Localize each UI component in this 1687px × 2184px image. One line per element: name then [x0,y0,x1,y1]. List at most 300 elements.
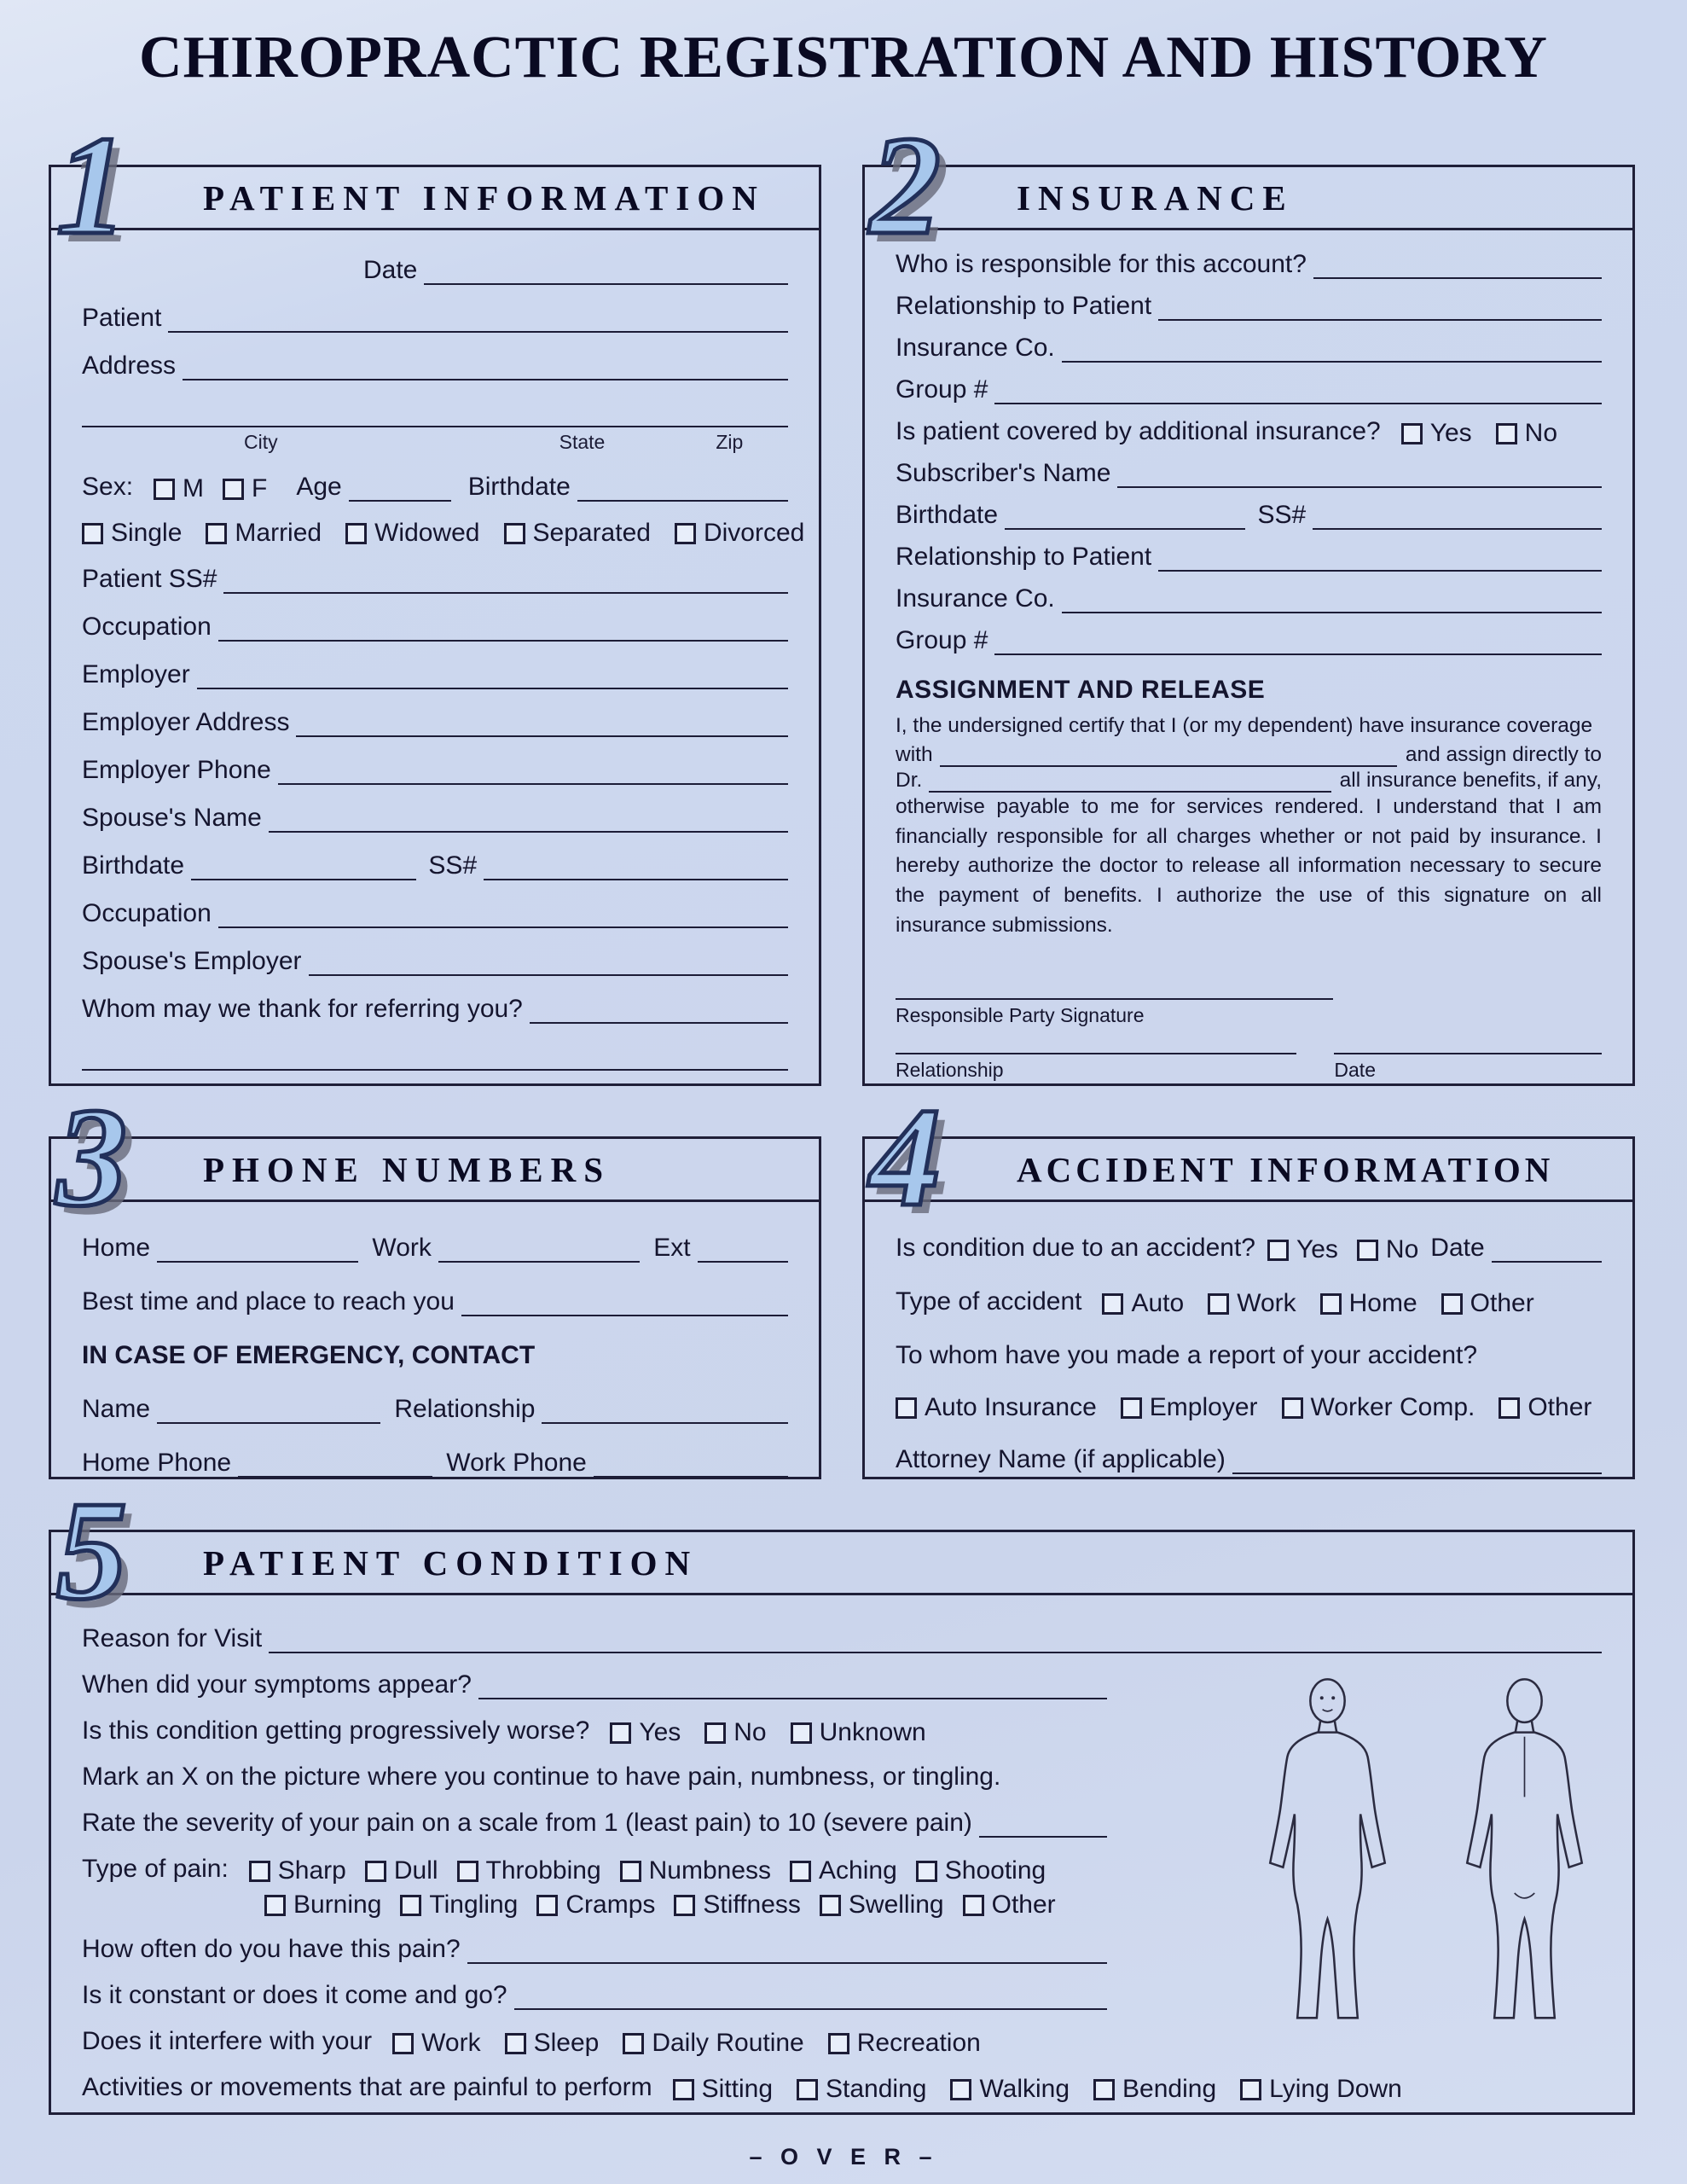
body-diagram-back[interactable] [1446,1657,1603,2066]
checkbox-label: Stiffness [703,1891,801,1919]
row-address-2 [82,399,788,427]
checkbox-option-lying-down[interactable] [1240,2077,1402,2102]
additional-insurance-label: Is patient covered by additional insurance? [896,417,1381,445]
due-accident-label: Is condition due to an accident? [896,1234,1255,1262]
row-report-options [896,1395,1602,1420]
checkbox[interactable] [206,523,227,544]
home-phone-input-line[interactable] [157,1234,358,1263]
row-employer-phone [82,756,788,785]
patient-label: Patient [82,304,162,332]
release-text-2: and assign directly to [1405,742,1602,766]
release-with-label: with [896,742,933,766]
checkbox-option-single[interactable] [82,520,182,546]
checkbox[interactable] [365,1861,386,1882]
section-patient-condition [49,1472,1635,2115]
ins-birthdate-label: Birthdate [896,501,999,529]
referral-label: Whom may we thank for referring you? [82,995,523,1023]
pain-type-label: Type of pain: [82,1855,229,1883]
checkbox-option-daily-routine[interactable] [623,2030,803,2056]
row-referral-2 [82,1043,788,1071]
checkbox-label: M [183,474,205,502]
emergency-contact-heading: IN CASE OF EMERGENCY, CONTACT [82,1341,536,1369]
checkbox-label: Worker Comp. [1310,1393,1475,1421]
checkbox[interactable] [623,2033,644,2054]
checkbox-option-aching[interactable] [790,1858,897,1884]
row-group-2 [896,626,1602,655]
report-checkbox-group [896,1395,1591,1420]
emergency-work-phone-input-line[interactable] [594,1449,788,1478]
age-label: Age [296,473,342,501]
checkbox-option-throbbing[interactable] [457,1858,601,1884]
age-input-line[interactable] [349,473,451,502]
row-emergency-name [82,1395,788,1424]
checkbox-option-tingling[interactable] [400,1892,518,1918]
checkbox[interactable] [1401,423,1423,444]
spouse-birthdate-input-line[interactable] [191,852,416,880]
checkbox[interactable] [828,2033,849,2054]
ins-ss-input-line[interactable] [1313,502,1602,530]
release-text-1: I, the undersigned certify that I (or my dependent) have insurance coverage [896,714,1593,737]
section2-title: INSURANCE [1017,177,1294,218]
employer-input-line[interactable] [197,661,788,689]
checkbox[interactable] [950,2079,971,2100]
row-insurance-co-2 [896,584,1602,613]
date-input-line[interactable] [424,257,788,285]
zip-label: Zip [716,431,744,453]
checkbox[interactable] [249,1861,270,1882]
row-marital-status [82,519,805,547]
symptoms-input-line[interactable] [478,1671,1107,1699]
row-activities [82,2073,1602,2102]
checkbox[interactable] [1496,423,1517,444]
checkbox-label: Other [991,1891,1056,1919]
insurance-co2-input-line[interactable] [1062,585,1602,613]
group-label: Group # [896,375,988,404]
section5-header [51,1472,1632,1629]
row-how-often [82,1935,1107,1964]
checkbox-option-numbness[interactable] [620,1858,771,1884]
checkbox-label: Walking [979,2075,1070,2103]
address-input-line[interactable] [183,352,788,380]
patient-ss-label: Patient SS# [82,565,217,593]
home-label: Home [82,1234,151,1262]
checkbox-option-no[interactable] [1496,421,1557,446]
checkbox-option-widowed[interactable] [345,520,479,546]
checkbox-label: Yes [639,1718,681,1746]
section4-header [865,1078,1632,1235]
checkbox-option-worker-comp-[interactable] [1282,1395,1475,1420]
section4-body [865,1202,1632,1474]
row-occupation [82,613,788,642]
state-label: State [559,431,606,453]
attorney-input-line[interactable] [1232,1446,1602,1474]
checkbox-label: Auto [1131,1289,1185,1317]
checkbox-label: Divorced [703,519,805,547]
row-subscriber [896,459,1602,488]
row-relationship [896,292,1602,321]
checkbox[interactable] [154,479,175,500]
checkbox-label: Bending [1122,2075,1217,2103]
section4-number: 4 [870,1078,941,1235]
checkbox-option-unknown[interactable] [791,1720,926,1745]
accident-report-label: To whom have you made a report of your accident? [896,1341,1478,1369]
row-phones [82,1234,788,1263]
relationship-signature-col [896,1053,1296,1082]
occupation-label: Occupation [82,613,212,641]
body-diagram-front[interactable] [1249,1657,1406,2066]
pain-type-checkbox-group-2 [264,1892,1056,1918]
checkbox[interactable] [620,1861,641,1882]
checkbox-option-burning[interactable] [264,1892,381,1918]
checkbox-option-bending[interactable] [1093,2077,1216,2102]
checkbox-label: Married [235,519,322,547]
checkbox[interactable] [82,523,103,544]
checkbox[interactable] [1208,1293,1229,1315]
responsible-label: Who is responsible for this account? [896,250,1307,278]
checkbox-option-m[interactable] [154,476,204,502]
checkbox-label: Other [1470,1289,1534,1317]
checkbox[interactable] [1267,1240,1289,1261]
emergency-work-phone-label: Work Phone [446,1449,587,1477]
checkbox[interactable] [345,523,367,544]
section2-number: 2 [870,107,941,264]
checkbox[interactable] [1240,2079,1261,2100]
checkbox-label: Work [421,2029,481,2057]
section3-header [51,1078,819,1235]
group-input-line[interactable] [994,376,1602,404]
checkbox-label: Lying Down [1269,2075,1402,2103]
emergency-relationship-input-line[interactable] [542,1396,788,1424]
row-symptoms [82,1670,1107,1699]
row-emergency-heading [82,1341,788,1370]
activities-checkbox-group [673,2077,1402,2102]
section-accident-information [862,1078,1635,1479]
section2-body [865,230,1632,1082]
responsible-input-line[interactable] [1313,251,1602,279]
checkbox-label: Employer [1149,1393,1258,1421]
row-date [82,256,788,285]
relationship2-label: Relationship to Patient [896,543,1152,571]
patient-input-line[interactable] [168,305,788,333]
attorney-label: Attorney Name (if applicable) [896,1445,1226,1473]
work-phone-input-line[interactable] [438,1234,640,1263]
address-captions [82,431,788,454]
subscriber-label: Subscriber's Name [896,459,1111,487]
checkbox-label: Dull [393,1856,438,1885]
patient-ss-input-line[interactable] [223,566,788,594]
checkbox-label: Numbness [648,1856,772,1885]
checkbox-label: Auto Insurance [925,1393,1097,1421]
responsible-party-signature-line[interactable] [896,972,1333,1000]
checkbox-label: No [733,1718,767,1746]
checkbox[interactable] [392,2033,414,2054]
release-body-text: otherwise payable to me for services rendered. I understand that I am financially responsible for all charges whether or not paid by insurance. I hereby authorize the doctor to release all information necessary to secure the payment of benefits. I authorize the use of this signature on all insurance submissions. [896,794,1602,937]
checkbox[interactable] [797,2079,818,2100]
constant-label: Is it constant or does it come and go? [82,1981,507,2009]
row-additional-insurance [896,417,1602,446]
row-spouse-occupation [82,899,788,928]
checkbox-label: Sitting [701,2075,774,2103]
reason-input-line[interactable] [269,1625,1602,1653]
spouse-name-input-line[interactable] [269,804,788,833]
checkbox-label: Separated [532,519,651,547]
checkbox-option-walking[interactable] [950,2077,1070,2102]
checkbox[interactable] [536,1895,558,1916]
checkbox-option-home[interactable] [1320,1291,1417,1316]
date-caption: Date [1334,1058,1376,1081]
checkbox-label: Widowed [374,519,480,547]
checkbox[interactable] [1441,1293,1463,1315]
section5-title: PATIENT CONDITION [203,1542,699,1583]
checkbox-option-standing[interactable] [797,2077,926,2102]
checkbox-label: Standing [826,2075,927,2103]
birthdate-label: Birthdate [467,473,571,501]
row-reason [82,1624,1602,1653]
checkbox-label: No [1385,1235,1419,1263]
spouse-birthdate-label: Birthdate [82,851,185,880]
employer-phone-label: Employer Phone [82,756,271,784]
ext-label: Ext [653,1234,691,1262]
release-with-row [896,743,1602,767]
birthdate-input-line[interactable] [577,473,788,502]
checkbox[interactable] [1093,2079,1115,2100]
checkbox-option-no[interactable] [704,1720,766,1745]
checkbox[interactable] [704,1722,726,1744]
checkbox[interactable] [504,523,525,544]
referral-input-line[interactable] [530,996,788,1024]
emergency-home-phone-input-line[interactable] [238,1449,432,1478]
rate-input-line[interactable] [979,1809,1107,1838]
date-signature-line[interactable] [1334,1053,1602,1054]
checkbox-label: Burning [293,1891,382,1919]
page-footer: – O V E R – [749,2144,938,2169]
interfere-checkbox-group [392,2030,981,2056]
checkbox-label: Unknown [819,1718,926,1746]
sex-checkbox-group [154,476,267,502]
checkbox-option-yes[interactable] [610,1720,681,1745]
best-time-input-line[interactable] [461,1288,788,1316]
checkbox-label: Cramps [565,1891,656,1919]
checkbox[interactable] [791,1722,812,1744]
section1-body [51,230,819,1071]
ext-input-line[interactable] [698,1234,788,1263]
date-signature-col [1334,1053,1602,1082]
checkbox[interactable] [223,479,244,500]
checkbox-option-married[interactable] [206,520,322,546]
checkbox-label: Work [1237,1289,1296,1317]
relationship-signature-line[interactable] [896,1053,1296,1054]
release-dr-input-line[interactable] [929,770,1330,793]
checkbox-option-other[interactable] [1499,1395,1591,1420]
mark-x-label: Mark an X on the picture where you continue to have pain, numbness, or tingling. [82,1763,1001,1791]
reason-label: Reason for Visit [82,1624,263,1653]
row-attorney [896,1445,1602,1474]
address-label: Address [82,351,177,380]
checkbox-option-yes[interactable] [1267,1237,1338,1263]
checkbox-option-auto[interactable] [1102,1291,1184,1316]
row-constant [82,1981,1107,2010]
spouse-ss-input-line[interactable] [484,852,788,880]
marital-checkbox-group [82,520,804,546]
emergency-home-phone-label: Home Phone [82,1449,232,1477]
checkbox[interactable] [790,1861,811,1882]
release-text-3: all insurance benefits, if any, [1339,768,1602,792]
spouse-ss-label: SS# [428,851,478,880]
date-label: Date [363,256,418,284]
release-dr-row [896,769,1602,793]
section1-title: PATIENT INFORMATION [203,177,765,218]
pain-type-checkbox-group-1 [249,1858,1046,1884]
checkbox-option-sleep[interactable] [505,2030,600,2056]
checkbox[interactable] [1499,1397,1520,1419]
checkbox[interactable] [457,1861,478,1882]
interfere-label: Does it interfere with your [82,2027,373,2055]
row-best-time [82,1287,788,1316]
row-relationship-date [896,1053,1602,1082]
occupation-input-line[interactable] [218,613,788,642]
best-time-label: Best time and place to reach you [82,1287,455,1316]
page-title: CHIROPRACTIC REGISTRATION AND HISTORY [139,25,1548,90]
row-patient-ss [82,565,788,594]
checkbox-label: Aching [819,1856,897,1885]
section3-body [51,1202,819,1478]
checkbox[interactable] [916,1861,937,1882]
checkbox[interactable] [1102,1293,1123,1315]
checkbox[interactable] [505,2033,526,2054]
checkbox-label: Yes [1429,419,1472,447]
referral2-input-line[interactable] [82,1043,788,1071]
checkbox-option-other[interactable] [963,1892,1056,1918]
relationship-input-line[interactable] [1158,293,1602,321]
row-responsible [896,250,1602,279]
checkbox-option-dull[interactable] [365,1858,438,1884]
checkbox[interactable] [1320,1293,1342,1315]
accident-type-label: Type of accident [896,1287,1082,1316]
checkbox-option-work[interactable] [392,2030,480,2056]
checkbox-option-swelling[interactable] [820,1892,944,1918]
row-rate [82,1809,1107,1838]
checkbox[interactable] [896,1397,917,1419]
rate-label: Rate the severity of your pain on a scale from 1 (least pain) to 10 (severe pain) [82,1809,972,1837]
responsible-party-signature-caption: Responsible Party Signature [896,1003,1145,1026]
row-spouse-name [82,804,788,833]
checkbox[interactable] [610,1722,631,1744]
spouse-employer-input-line[interactable] [309,948,788,976]
checkbox-option-shooting[interactable] [916,1858,1046,1884]
checkbox-option-sitting[interactable] [673,2077,773,2102]
checkbox-option-divorced[interactable] [675,520,804,546]
row-spouse-employer [82,947,788,976]
checkbox[interactable] [1121,1397,1142,1419]
checkbox-label: Single [111,519,183,547]
checkbox-label: No [1524,419,1558,447]
insurance-co-input-line[interactable] [1062,334,1602,363]
group2-input-line[interactable] [994,627,1602,655]
ins-birthdate-input-line[interactable] [1005,502,1245,530]
checkbox-label: Other [1528,1393,1592,1421]
employer-address-input-line[interactable] [296,709,788,737]
checkbox[interactable] [264,1895,286,1916]
ins-ss-label: SS# [1257,501,1307,529]
checkbox-label: F [252,474,268,502]
checkbox-option-recreation[interactable] [828,2030,981,2056]
row-spouse-birthdate-ss [82,851,788,880]
section3-number: 3 [56,1078,127,1235]
checkbox-option-f[interactable] [223,476,267,502]
checkbox-option-no[interactable] [1357,1237,1418,1263]
checkbox-option-employer[interactable] [1121,1395,1258,1420]
symptoms-label: When did your symptoms appear? [82,1670,472,1699]
spouse-occupation-input-line[interactable] [218,900,788,928]
address2-input-line[interactable] [82,399,788,427]
row-emergency-phones [82,1449,788,1478]
checkbox[interactable] [674,1895,695,1916]
checkbox-option-sharp[interactable] [249,1858,346,1884]
worse-checkbox-group [610,1720,925,1745]
checkbox[interactable] [673,2079,694,2100]
accident-date-input-line[interactable] [1492,1234,1602,1263]
release-dr-label: Dr. [896,768,923,792]
checkbox-option-auto-insurance[interactable] [896,1395,1097,1420]
spouse-employer-label: Spouse's Employer [82,947,302,975]
release-with-input-line[interactable] [940,744,1397,767]
group2-label: Group # [896,626,988,654]
row-patient [82,304,788,333]
section5-number: 5 [56,1472,127,1629]
how-often-input-line[interactable] [467,1936,1107,1964]
constant-input-line[interactable] [514,1982,1107,2010]
checkbox-option-other[interactable] [1441,1291,1534,1316]
emergency-relationship-label: Relationship [394,1395,536,1423]
relationship2-input-line[interactable] [1158,543,1602,572]
row-referral [82,995,788,1024]
section1-header [51,107,819,264]
checkbox[interactable] [1282,1397,1303,1419]
checkbox-label: Tingling [429,1891,519,1919]
checkbox-label: Sharp [277,1856,346,1885]
checkbox-label: Home [1348,1289,1417,1317]
accident-date-label: Date [1430,1234,1485,1262]
employer-phone-input-line[interactable] [278,757,788,785]
row-insurance-co [896,334,1602,363]
checkbox-option-stiffness[interactable] [674,1892,801,1918]
relationship-caption: Relationship [896,1058,1004,1081]
row-relationship-2 [896,543,1602,572]
checkbox[interactable] [963,1895,984,1916]
emergency-name-input-line[interactable] [157,1396,380,1424]
row-group [896,375,1602,404]
checkbox-label: Shooting [944,1856,1046,1885]
checkbox-option-cramps[interactable] [536,1892,655,1918]
employer-address-label: Employer Address [82,708,290,736]
subscriber-input-line[interactable] [1117,460,1602,488]
checkbox[interactable] [1357,1240,1378,1261]
insurance-co2-label: Insurance Co. [896,584,1055,613]
employer-label: Employer [82,660,190,688]
row-due-accident [896,1234,1602,1263]
checkbox-option-yes[interactable] [1401,421,1472,446]
checkbox-option-work[interactable] [1208,1291,1296,1316]
emergency-name-label: Name [82,1395,151,1423]
checkbox-option-separated[interactable] [504,520,651,546]
checkbox[interactable] [820,1895,841,1916]
due-accident-checkbox-group [1267,1237,1418,1263]
row-accident-report [896,1341,1602,1370]
checkbox-label: Sleep [533,2029,600,2057]
spouse-name-label: Spouse's Name [82,804,262,832]
checkbox[interactable] [400,1895,421,1916]
checkbox[interactable] [675,523,696,544]
